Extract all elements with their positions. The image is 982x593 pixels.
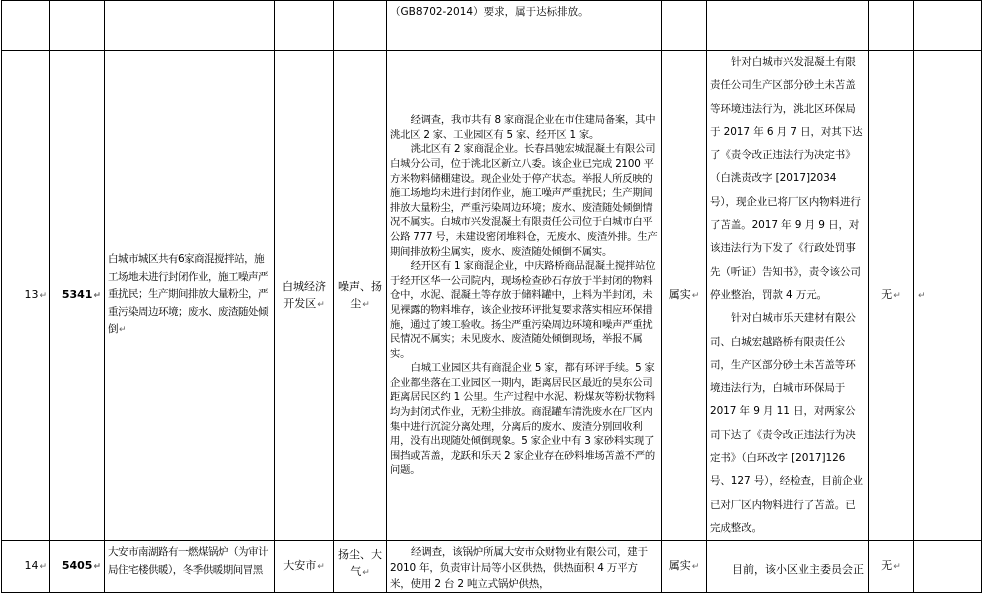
findings-paragraph: 白城工业园区共有商混企业 5 家，都有环评手续。5 家企业都坐落在工业园区一期内，距离居民区最近的昊东公司距离居民区约 1 公里。生产过程中水泥、粉煤灰等粉状物料均为封闭式作业，无粉尘排放。商混罐车清洗废水在厂区内集中进行沉淀分离处理，分离后的废水、废渣分别回收利用，没有出现随处倾倒现象。5 家企业中有 3 家砂料实现了围挡或苫盖，龙跃和乐天 2 家企业存在砂料堆场苫盖不严的问题。: [390, 362, 655, 477]
handling-paragraph: 针对白城市兴发混凝土有限责任公司生产区部分砂土未苫盖等环境违法行为，洮北区环保局于 2017 年 6 月 7 日，对其下达了《责令改正违法行为决定书》（白洮责改字 [2017]2034 号），现企业已将厂区内物料进行了苫盖。2017 年 9 月 9 日，对该违法行为下发了《行政处罚事先（听证）告知书》，责令该公司停业整治，罚款 4 万元。: [710, 56, 863, 301]
row-number-cell: 13↵: [2, 51, 50, 541]
row-number: 13: [24, 288, 39, 302]
handling-paragraph: 目前，该小区业主委员会正: [732, 563, 864, 577]
verdict: 属实: [668, 288, 691, 302]
accountability-cell: 无↵: [869, 51, 914, 541]
accountability-cell: 无↵: [869, 541, 914, 593]
cell-empty: [334, 1, 387, 51]
table-row-continued: [2, 1, 982, 51]
cell-empty: [914, 1, 982, 51]
complaint-summary: 白城市城区共有6家商混搅拌站，施工场地未进行封闭作业，施工噪声严重扰民；生产期间排放大量粉尘，严重污染周边环境；废水、废渣随处倾倒: [108, 253, 268, 336]
table-row-13: [2, 51, 982, 541]
accountability: 无: [881, 288, 893, 302]
cell-empty: [275, 1, 334, 51]
cell-empty: [869, 1, 914, 51]
handling-paragraph: 针对白城市乐天建材有限公司、白城宏越路桥有限责任公司，生产区部分砂土未苫盖等环境违法行为，白城市环保局于 2017 年 9 月 11 日，对两家公司下达了《责令改正违法行为决定书》（白环改字 [2017]126 号、127 号），经检查，目前企业已对厂区内物料进行了苫盖。已完成整改。: [710, 312, 863, 534]
complaint-summary: 大安市南湖路有一燃煤锅炉（为审计局住宅楼供暖），冬季供暖期间冒黑: [108, 546, 268, 576]
area-cell: 大安市↵: [275, 541, 334, 593]
cell-empty: [914, 541, 982, 593]
cell-empty: [2, 1, 50, 51]
pollution-type-cell: 扬尘、大气↵: [334, 541, 387, 593]
cell-empty: [662, 1, 707, 51]
case-code: 5341: [61, 288, 93, 302]
findings-cell: [387, 1, 662, 51]
findings-text: （GB8702-2014）要求，属于达标排放。: [390, 6, 589, 18]
case-code-cell: 5405↵: [50, 541, 105, 593]
area: 白城经济开发区: [282, 279, 326, 310]
cell-empty: [105, 1, 275, 51]
cell-empty: ↵: [914, 51, 982, 541]
findings-paragraph: 经调查，该锅炉所属大安市众财物业有限公司，建于 2010 年，负责审计局等小区供热，供热面积 4 万平方米，使用 2 台 2 吨立式锅炉供热，: [390, 546, 648, 591]
area-cell: 白城经济开发区↵: [275, 51, 334, 541]
verdict-cell: 属实↵: [662, 541, 707, 593]
findings-cell: [387, 51, 662, 541]
handling-cell: [707, 541, 869, 593]
verdict-cell: 属实↵: [662, 51, 707, 541]
complaint-table: [1, 0, 982, 593]
cell-empty: [50, 1, 105, 51]
findings-paragraph: 洮北区有 2 家商混企业。长春昌驰宏城混凝土有限公司白城分公司，位于洮北区新立八委。该企业已完成 2100 平方米物料储棚建设。现企业处于停产状态。举报人所反映的施工场地均未进行封闭作业，施工噪声严重扰民；生产期间排放大量粉尘，严重污染周边环境；废水、废渣随处倾倒情况不属实。白城市兴发混凝土有限责任公司位于白城市白平公路 777 号，未建设密闭堆料仓，无废水、废渣外排。生产期间排放粉尘属实，废水、废渣随处倾倒不属实。: [390, 143, 658, 258]
complaint-summary-cell: [105, 541, 275, 593]
verdict: 属实: [668, 559, 691, 573]
findings-paragraph: 经调查，我市共有 8 家商混企业在市住建局备案，其中洮北区 2 家、工业园区有 5 家、经开区 1 家。: [390, 114, 656, 141]
table-row-14: [2, 541, 982, 593]
pollution-type: 噪声、扬尘: [338, 279, 382, 310]
row-number-cell: 14↵: [2, 541, 50, 593]
findings-cell: [387, 541, 662, 593]
complaint-summary-cell: 白城市城区共有6家商混搅拌站，施工场地未进行封闭作业，施工噪声严重扰民；生产期间排放大量粉尘，严重污染周边环境；废水、废渣随处倾倒↵: [105, 51, 275, 541]
accountability: 无: [881, 559, 893, 573]
row-number: 14: [24, 559, 39, 573]
case-code: 5405: [61, 559, 93, 573]
area: 大安市: [283, 559, 317, 573]
pollution-type-cell: 噪声、扬尘↵: [334, 51, 387, 541]
findings-paragraph: 经开区有 1 家商混企业，中庆路桥商品混凝土搅拌站位于经开区华一公司院内，现场检查砂石存放于半封闭的物料仓中，水泥、混凝土等存放于储料罐中，上料为半封闭，未见裸露的物料堆存，该企业按环评批复要求落实相应环保措施，通过了竣工验收。扬尘严重污染周边环境和噪声严重扰民情况不属实；未见废水、废渣随处倾倒现场，举报不属实。: [390, 260, 656, 360]
case-code-cell: 5341↵: [50, 51, 105, 541]
pollution-type: 扬尘、大气: [338, 548, 382, 579]
handling-cell: [707, 51, 869, 541]
cell-empty: [707, 1, 869, 51]
